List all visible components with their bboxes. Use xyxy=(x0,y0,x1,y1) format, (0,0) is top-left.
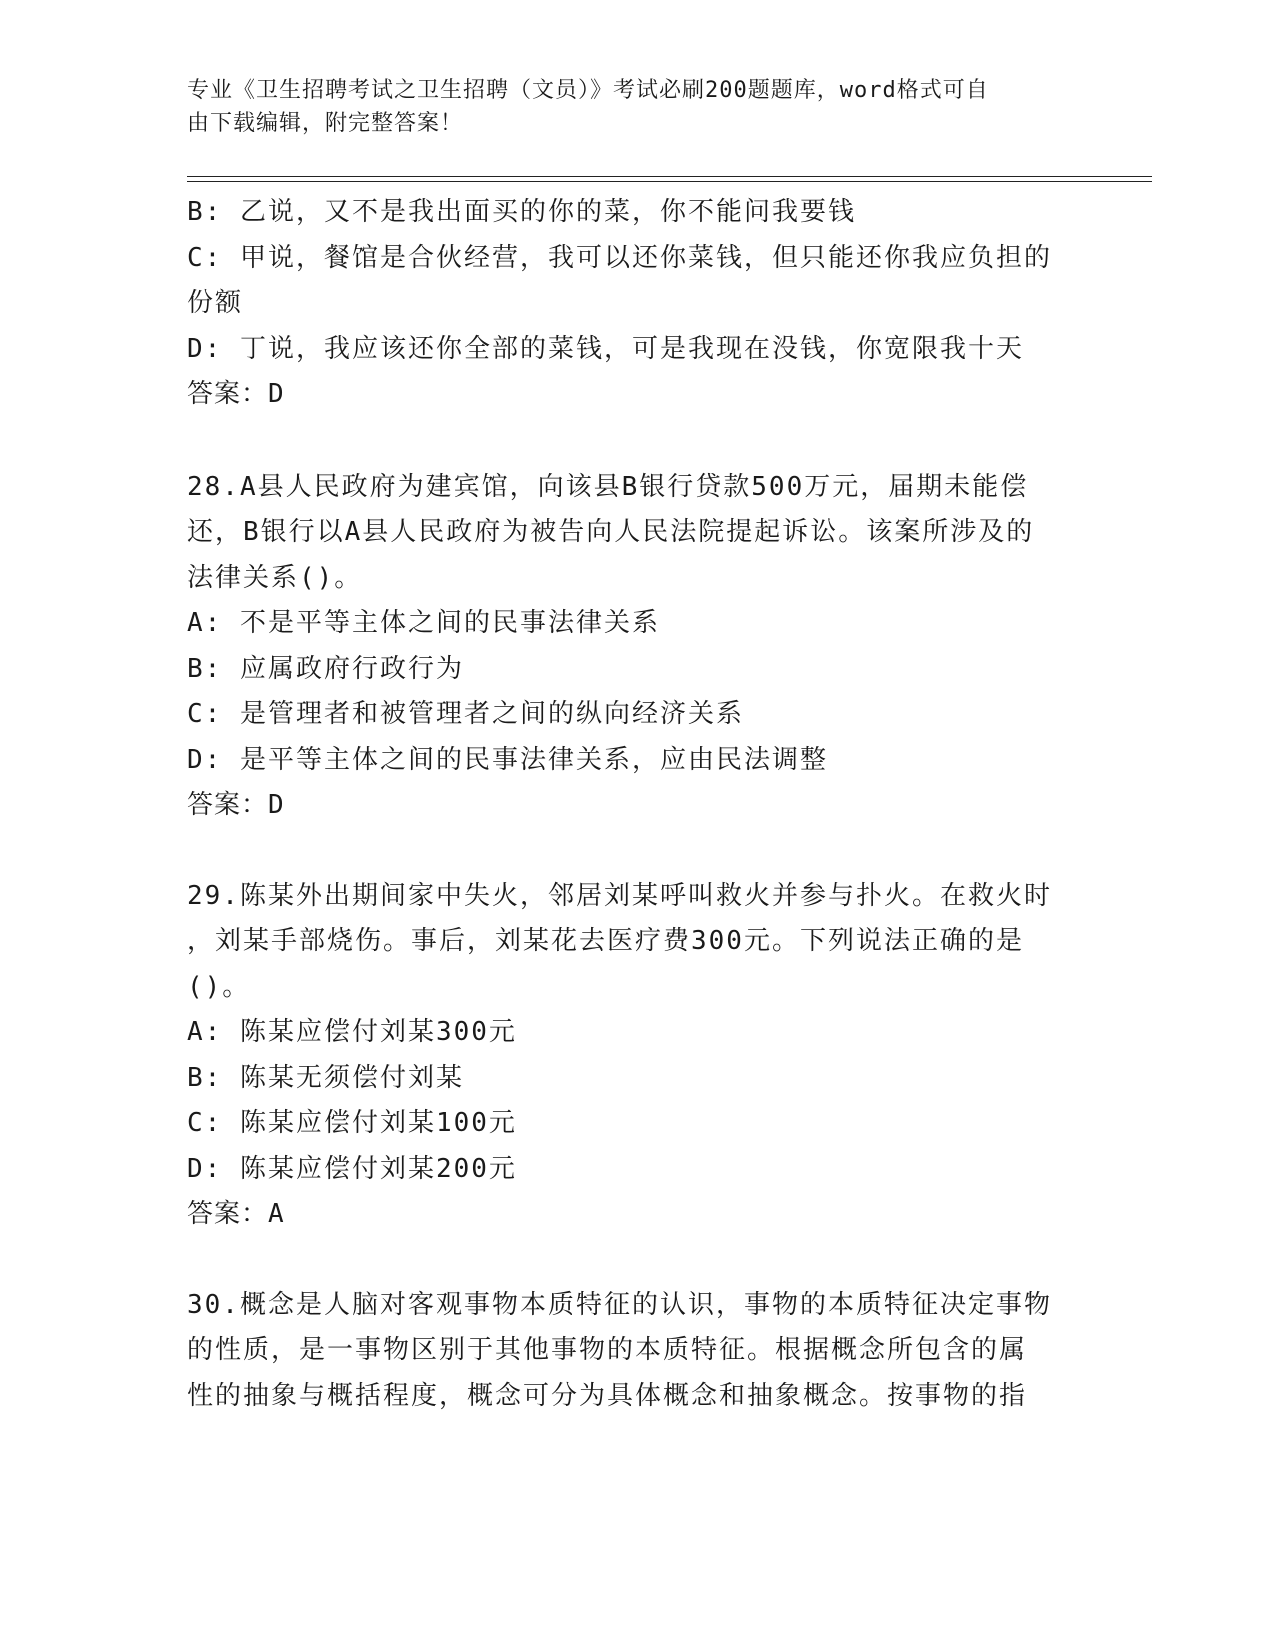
q28-answer: 答案：D xyxy=(187,790,285,820)
q29-stem-line-1: 29.陈某外出期间家中失火，邻居刘某呼叫救火并参与扑火。在救火时 xyxy=(187,880,1052,911)
document-header xyxy=(187,74,1067,140)
q27-option-c-line-2: 份额 xyxy=(187,288,244,318)
question-30 xyxy=(187,1283,1087,1420)
spacer xyxy=(187,418,1087,465)
question-29 xyxy=(187,874,1087,1238)
q30-stem-line-2: 的性质，是一事物区别于其他事物的本质特征。根据概念所包含的属 xyxy=(187,1335,1028,1365)
header-line-2: 由下载编辑，附完整答案！ xyxy=(187,111,464,136)
header-divider-bottom xyxy=(187,181,1152,182)
q27-option-b: B: 乙说，又不是我出面买的你的菜，你不能问我要钱 xyxy=(187,197,856,227)
header-divider-top xyxy=(187,176,1152,177)
q29-option-d: D: 陈某应偿付刘某200元 xyxy=(187,1153,517,1184)
q28-option-a: A: 不是平等主体之间的民事法律关系 xyxy=(187,608,660,638)
question-28 xyxy=(187,465,1087,829)
q30-stem-line-3: 性的抽象与概括程度，概念可分为具体概念和抽象概念。按事物的指 xyxy=(187,1380,1028,1411)
q29-stem-line-2: ，刘某手部烧伤。事后，刘某花去医疗费300元。下列说法正确的是 xyxy=(187,926,1024,956)
q29-option-a: A: 陈某应偿付刘某300元 xyxy=(187,1017,517,1047)
q30-stem-line-1: 30.概念是人脑对客观事物本质特征的认识，事物的本质特征决定事物 xyxy=(187,1289,1052,1320)
q27-option-c-line-1: C: 甲说，餐馆是合伙经营，我可以还你菜钱，但只能还你我应负担的 xyxy=(187,242,1052,273)
q28-option-c: C: 是管理者和被管理者之间的纵向经济关系 xyxy=(187,699,744,729)
spacer xyxy=(187,829,1087,874)
q29-answer: 答案：A xyxy=(187,1199,285,1229)
q28-option-b: B: 应属政府行政行为 xyxy=(187,653,464,684)
header-line-1: 专业《卫生招聘考试之卫生招聘（文员）》考试必刷200题题库，word格式可自 xyxy=(187,78,989,103)
q27-option-d: D: 丁说，我应该还你全部的菜钱，可是我现在没钱，你宽限我十天 xyxy=(187,333,1024,364)
q28-stem-line-1: 28.A县人民政府为建宾馆，向该县B银行贷款500万元，届期未能偿 xyxy=(187,471,1029,502)
q28-stem-line-3: 法律关系()。 xyxy=(187,562,363,593)
q29-stem-line-3: ()。 xyxy=(187,971,251,1002)
spacer xyxy=(187,1238,1087,1283)
q28-option-d: D: 是平等主体之间的民事法律关系，应由民法调整 xyxy=(187,744,828,775)
document-body xyxy=(187,190,1087,1419)
q29-option-b: B: 陈某无须偿付刘某 xyxy=(187,1062,464,1093)
q27-answer: 答案：D xyxy=(187,379,285,409)
q29-option-c: C: 陈某应偿付刘某100元 xyxy=(187,1108,517,1138)
question-27 xyxy=(187,190,1087,418)
q28-stem-line-2: 还，B银行以A县人民政府为被告向人民法院提起诉讼。该案所涉及的 xyxy=(187,517,1035,547)
